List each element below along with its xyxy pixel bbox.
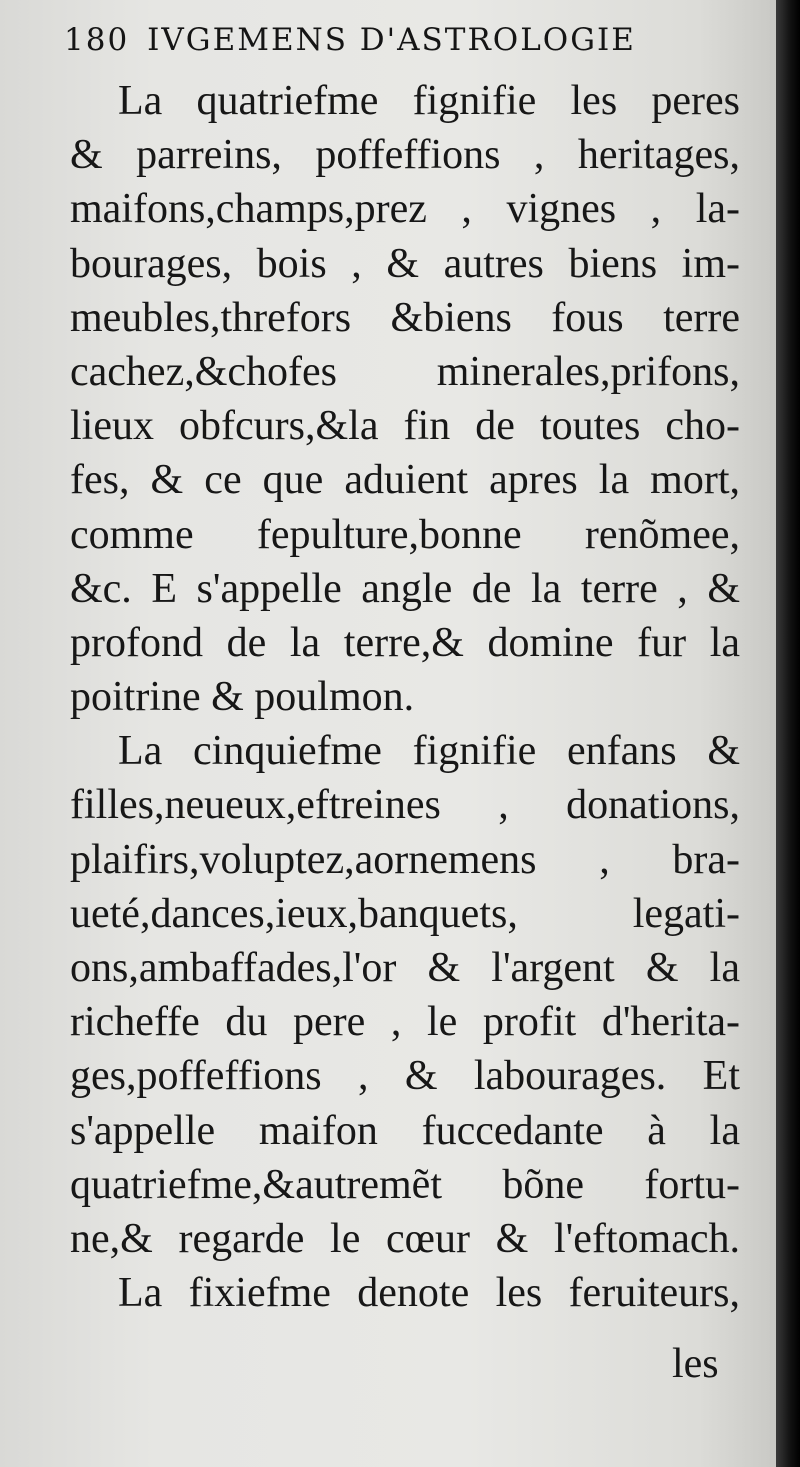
text-line: maifons,champs,prez , vignes , la-	[70, 186, 740, 233]
page-number: 180	[64, 22, 130, 58]
text-line: ueté,dances,ieux,banquets, legati-	[70, 890, 740, 937]
text-line: filles,neueux,eftreines , donations,	[70, 782, 740, 829]
text-line: ne,& regarde le cœur & l'eftomach.	[70, 1215, 740, 1262]
text-line: bourages, bois , & autres biens im-	[70, 240, 740, 287]
text-line: cachez,&chofes minerales,prifons,	[70, 348, 740, 395]
text-line: &c. E s'appelle angle de la terre , &	[70, 565, 740, 612]
text-line: lieux obfcurs,&la fin de toutes cho-	[70, 403, 740, 450]
text-line: ges,poffeffions , & labourages. Et	[70, 1053, 740, 1100]
text-line: comme fepulture,bonne renõmee,	[70, 511, 740, 558]
text-line: profond de la terre,& domine fur la	[70, 619, 740, 666]
text-line: La quatriefme fignifie les peres	[118, 78, 740, 124]
running-title: IVGEMENS D'ASTROLOGIE	[147, 22, 636, 58]
running-header	[64, 22, 724, 68]
text-line: poitrine & poulmon.	[70, 674, 415, 721]
catchword: les	[672, 1341, 719, 1387]
text-line: richeffe du pere , le profit d'herita-	[70, 999, 740, 1046]
text-line: La cinquiefme fignifie enfans &	[118, 728, 740, 775]
text-line: quatriefme,&autremẽt bõne fortu-	[70, 1161, 740, 1208]
text-block	[70, 74, 740, 1320]
text-line: La fixiefme denote les feruiteurs,	[118, 1270, 740, 1317]
text-line: ons,ambaffades,l'or & l'argent & la	[70, 945, 740, 991]
text-line: fes, & ce que aduient apres la mort,	[70, 457, 740, 504]
text-line: plaifirs,voluptez,aornemens , bra-	[70, 836, 740, 883]
text-line: s'appelle maifon fuccedante à la	[70, 1107, 740, 1154]
text-line: meubles,threfors &biens fous terre	[70, 294, 740, 341]
book-gutter	[776, 0, 800, 1467]
text-line: & parreins, poffeffions , heritages,	[70, 132, 740, 179]
